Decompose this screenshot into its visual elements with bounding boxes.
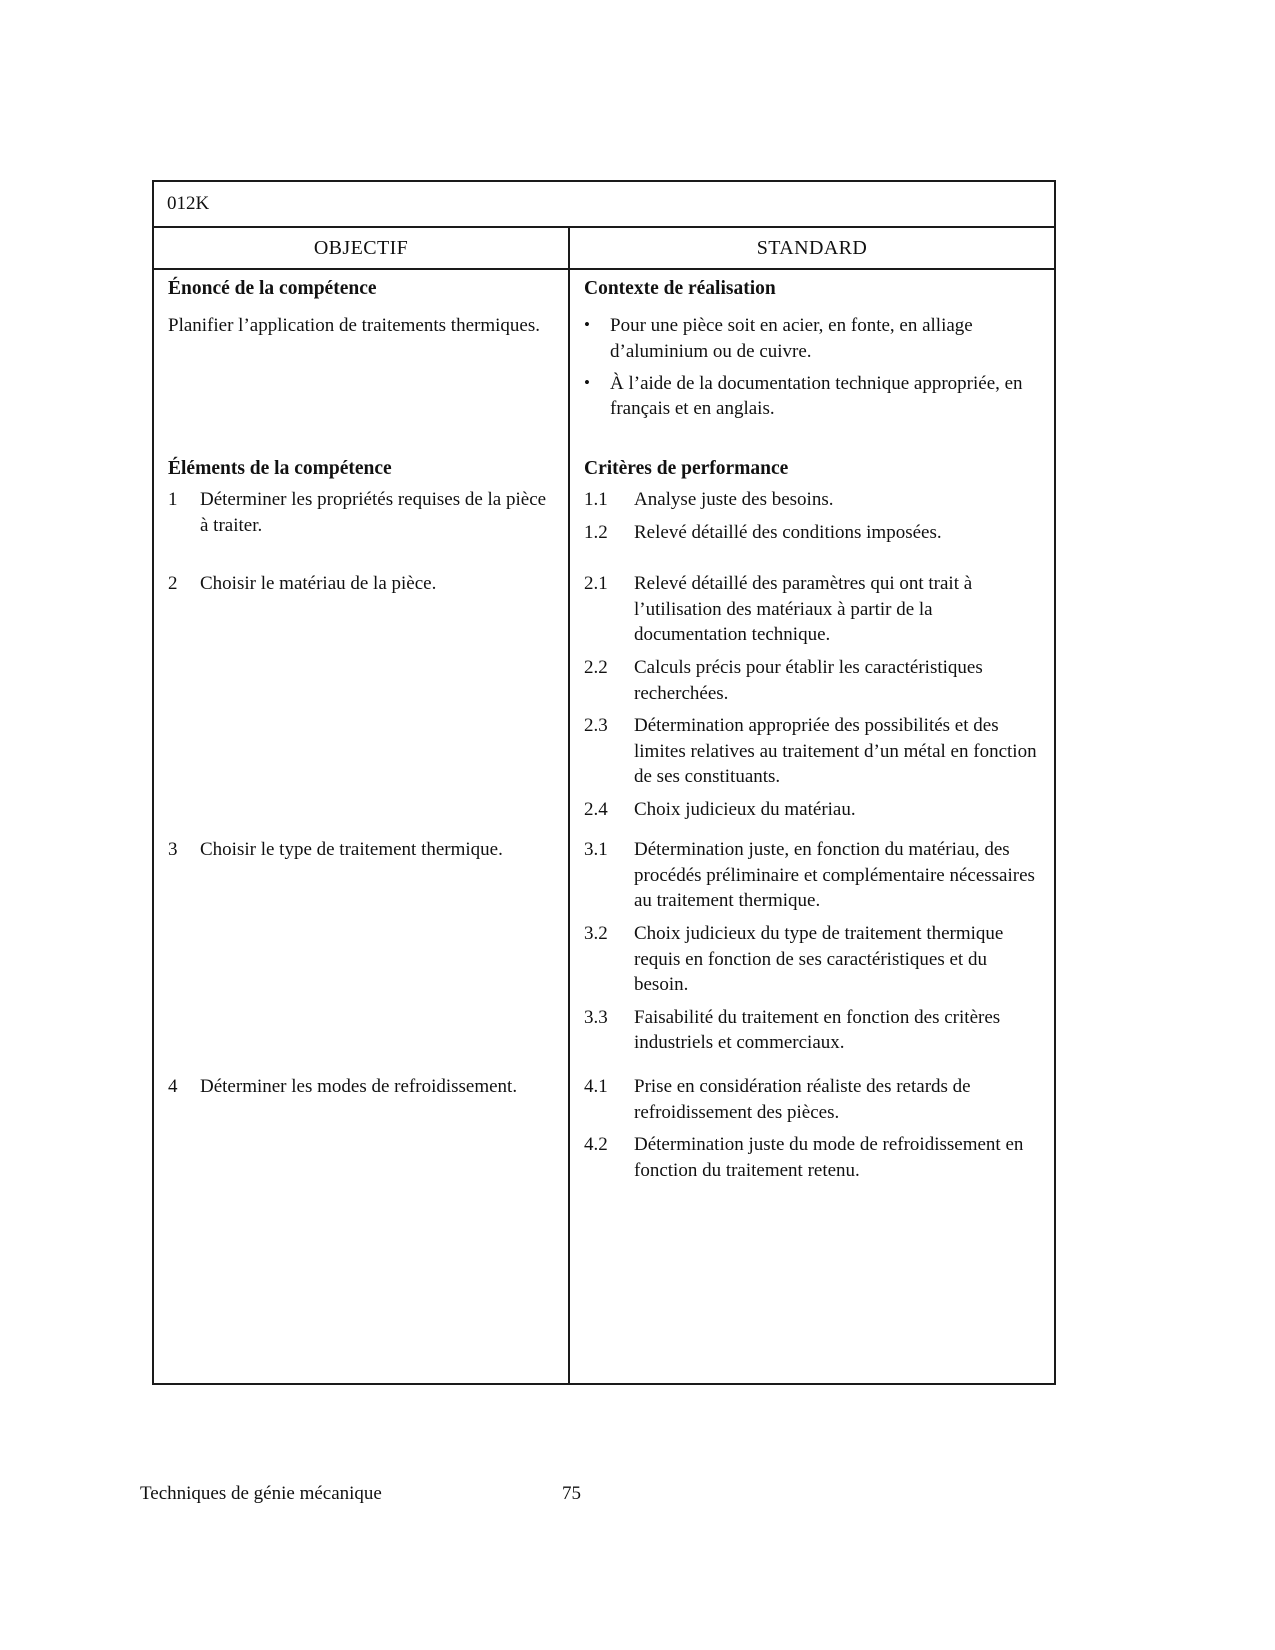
criterion-number: 4.1	[584, 1076, 608, 1097]
criteria-cell	[570, 483, 1054, 567]
criteria-cell	[570, 1070, 1054, 1383]
criterion-number: 2.4	[584, 799, 608, 821]
element-number: 4	[168, 1076, 178, 1097]
criterion-item	[584, 921, 1038, 998]
footer-document-title: Techniques de génie mécanique	[140, 1483, 382, 1504]
table-body	[154, 270, 1054, 1383]
element-number: 2	[168, 573, 178, 594]
competency-code: 012K	[167, 193, 210, 215]
list-item	[584, 371, 1038, 422]
elements-heading-cell	[154, 450, 570, 483]
criterion-item	[584, 837, 1038, 914]
criterion-item	[584, 655, 1038, 706]
contexte-list	[584, 313, 1038, 422]
criterion-item	[584, 571, 1038, 648]
element-text: Choisir le type de traitement thermique.	[200, 839, 503, 860]
criteria-cell	[570, 567, 1054, 833]
element-cell	[154, 833, 570, 1070]
element-text: Déterminer les propriétés requises de la pièce à traiter.	[200, 489, 547, 536]
element-cell	[154, 483, 570, 567]
enonce-cell	[154, 270, 570, 450]
criterion-text: Analyse juste des besoins.	[634, 489, 834, 510]
element-number: 3	[168, 839, 178, 860]
elements-title: Éléments de la compétence	[168, 458, 392, 479]
objectif-header: OBJECTIF	[154, 228, 570, 268]
criterion-text: Calculs précis pour établir les caractéristiques recherchées.	[634, 656, 983, 704]
criterion-item	[584, 1074, 1038, 1125]
criterion-number: 3.1	[584, 839, 608, 860]
enonce-title: Énoncé de la compétence	[168, 278, 377, 299]
table-header-row	[154, 228, 1054, 270]
criterion-text: Détermination appropriée des possibilités et des limites relatives au traitement d’un métal en fonction de ses constituants.	[634, 715, 1037, 788]
criterion-item	[584, 797, 1038, 823]
bullet-icon: •	[584, 315, 590, 335]
criteres-title: Critères de performance	[584, 458, 789, 479]
contexte-title: Contexte de réalisation	[584, 278, 776, 299]
criterion-number: 1.1	[584, 489, 608, 510]
criterion-number: 2.2	[584, 656, 608, 678]
criterion-text: Relevé détaillé des conditions imposées.	[634, 521, 942, 543]
element-item	[168, 487, 552, 538]
element-item	[168, 837, 552, 863]
criterion-text: Détermination juste, en fonction du matériau, des procédés préliminaire et complémentaire nécessaires au traitement thermique.	[634, 839, 1035, 912]
criterion-text: Faisabilité du traitement en fonction des critères industriels et commerciaux.	[634, 1006, 1001, 1054]
element-number: 1	[168, 489, 178, 510]
element-item	[168, 571, 552, 597]
criterion-number: 3.3	[584, 1006, 608, 1028]
criterion-item	[584, 1132, 1038, 1183]
criterion-item	[584, 713, 1038, 790]
contexte-item-text: Pour une pièce soit en acier, en fonte, en alliage d’aluminium ou de cuivre.	[610, 315, 973, 362]
criterion-number: 3.2	[584, 922, 608, 944]
code-row	[154, 182, 1054, 228]
element-cell	[154, 1070, 570, 1383]
criterion-text: Relevé détaillé des paramètres qui ont trait à l’utilisation des matériaux à partir de la documentation technique.	[634, 573, 973, 646]
bullet-icon: •	[584, 372, 590, 392]
criterion-number: 2.3	[584, 715, 608, 737]
criterion-number: 4.2	[584, 1134, 608, 1156]
contexte-item-text: À l’aide de la documentation technique appropriée, en français et en anglais.	[610, 372, 1023, 420]
criterion-item	[584, 487, 1038, 513]
element-text: Déterminer les modes de refroidissement.	[200, 1076, 518, 1097]
standard-header: STANDARD	[756, 236, 868, 259]
criterion-text: Choix judicieux du type de traitement thermique requis en fonction de ses caractéristiques et du besoin.	[634, 922, 1004, 996]
element-text: Choisir le matériau de la pièce.	[200, 573, 437, 594]
criteres-heading-cell	[570, 450, 1054, 483]
page-number: 75	[562, 1483, 581, 1504]
criterion-text: Détermination juste du mode de refroidissement en fonction du traitement retenu.	[634, 1134, 1024, 1181]
criterion-item	[584, 1005, 1038, 1056]
criterion-text: Choix judicieux du matériau.	[634, 799, 856, 821]
criterion-item	[584, 520, 1038, 546]
criterion-number: 1.2	[584, 521, 608, 543]
enonce-text: Planifier l’application de traitements thermiques.	[168, 315, 540, 337]
contexte-cell	[570, 270, 1054, 450]
element-cell	[154, 567, 570, 833]
list-item	[584, 313, 1038, 364]
competency-table	[152, 180, 1056, 1385]
criterion-number: 2.1	[584, 573, 608, 594]
criteria-cell	[570, 833, 1054, 1070]
element-item	[168, 1074, 552, 1100]
criterion-text: Prise en considération réaliste des retards de refroidissement des pièces.	[634, 1076, 971, 1123]
